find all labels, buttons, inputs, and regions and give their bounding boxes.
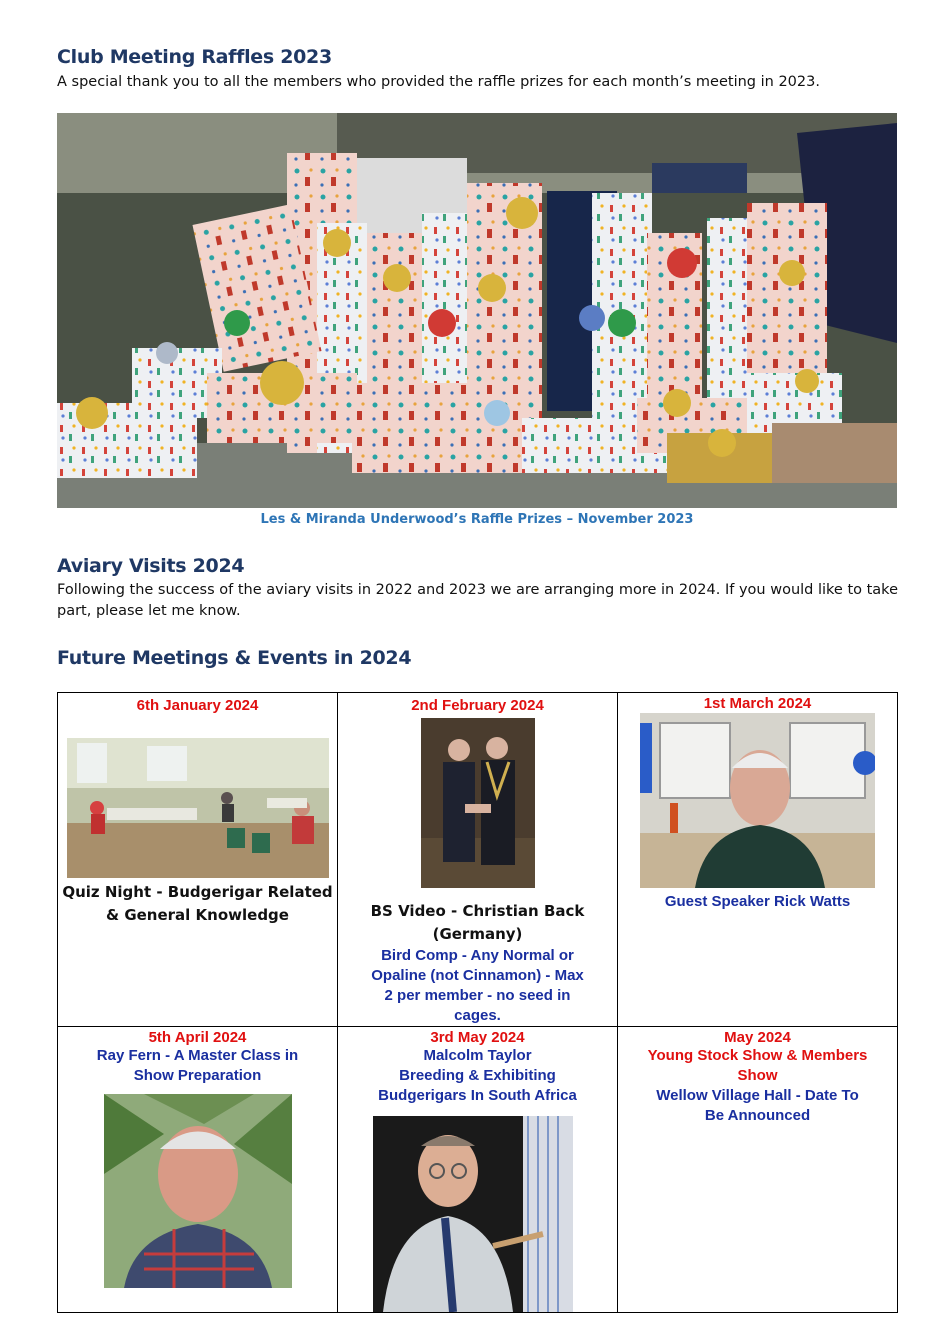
event-description-line3: Budgerigars In South Africa bbox=[378, 1087, 577, 1104]
bird-comp-line1: Bird Comp - Any Normal or bbox=[381, 947, 574, 964]
christian-back-photo bbox=[421, 718, 535, 888]
ray-fern-photo bbox=[104, 1094, 292, 1288]
aviary-text-line1: Following the success of the aviary visits in 2022 and 2023 we are arranging more in 2024. If you would like to take bbox=[57, 582, 898, 598]
event-description-line1: Malcolm Taylor bbox=[423, 1047, 532, 1064]
bird-comp-line3: 2 per member - no seed in bbox=[384, 987, 571, 1004]
event-description-line2: & General Knowledge bbox=[106, 906, 289, 924]
bird-comp-line4: cages. bbox=[454, 1007, 501, 1024]
malcolm-taylor-photo bbox=[373, 1116, 573, 1312]
raffle-photo-caption: Les & Miranda Underwood’s Raffle Prizes – November 2023 bbox=[260, 512, 694, 527]
event-date: 3rd May 2024 bbox=[430, 1029, 525, 1046]
quiz-night-photo bbox=[67, 738, 329, 878]
event-description-line2: Show Preparation bbox=[133, 1067, 262, 1084]
event-date: 2nd February 2024 bbox=[411, 697, 544, 714]
raffle-prizes-photo bbox=[57, 113, 897, 508]
event-cell-may bbox=[338, 1027, 618, 1313]
event-description-line1: Quiz Night - Budgerigar Related bbox=[62, 883, 333, 901]
event-description-line1: Ray Fern - A Master Class in bbox=[96, 1047, 299, 1064]
event-description-line2: Breeding & Exhibiting bbox=[399, 1067, 556, 1084]
event-description-line2: Be Announced bbox=[704, 1107, 811, 1124]
raffles-heading: Club Meeting Raffles 2023 bbox=[57, 46, 332, 68]
event-title-line2: Show bbox=[737, 1067, 778, 1084]
event-date: 5th April 2024 bbox=[148, 1029, 247, 1046]
event-description-line1: Wellow Village Hall - Date To bbox=[656, 1087, 859, 1104]
bird-comp-line2: Opaline (not Cinnamon) - Max bbox=[371, 967, 584, 984]
event-description-line2: (Germany) bbox=[432, 925, 523, 943]
event-date: 6th January 2024 bbox=[136, 697, 259, 714]
rick-watts-photo bbox=[640, 713, 875, 888]
event-cell-march bbox=[618, 693, 898, 1027]
event-title-line1: Young Stock Show & Members bbox=[647, 1047, 868, 1064]
event-cell-february bbox=[338, 693, 618, 1027]
event-description-line1: Guest Speaker Rick Watts bbox=[664, 893, 851, 910]
aviary-text-line2: part, please let me know. bbox=[57, 603, 241, 619]
event-description-line1: BS Video - Christian Back bbox=[370, 902, 585, 920]
event-cell-april bbox=[58, 1027, 338, 1313]
events-table bbox=[57, 692, 898, 1313]
event-date: May 2024 bbox=[724, 1029, 791, 1046]
event-date: 1st March 2024 bbox=[703, 695, 812, 712]
event-cell-january bbox=[58, 693, 338, 1027]
raffles-text: A special thank you to all the members who provided the raffle prizes for each month’s meeting in 2023. bbox=[57, 74, 820, 90]
aviary-heading: Aviary Visits 2024 bbox=[57, 555, 245, 577]
event-cell-may-show bbox=[618, 1027, 898, 1313]
future-events-heading: Future Meetings & Events in 2024 bbox=[57, 647, 412, 669]
